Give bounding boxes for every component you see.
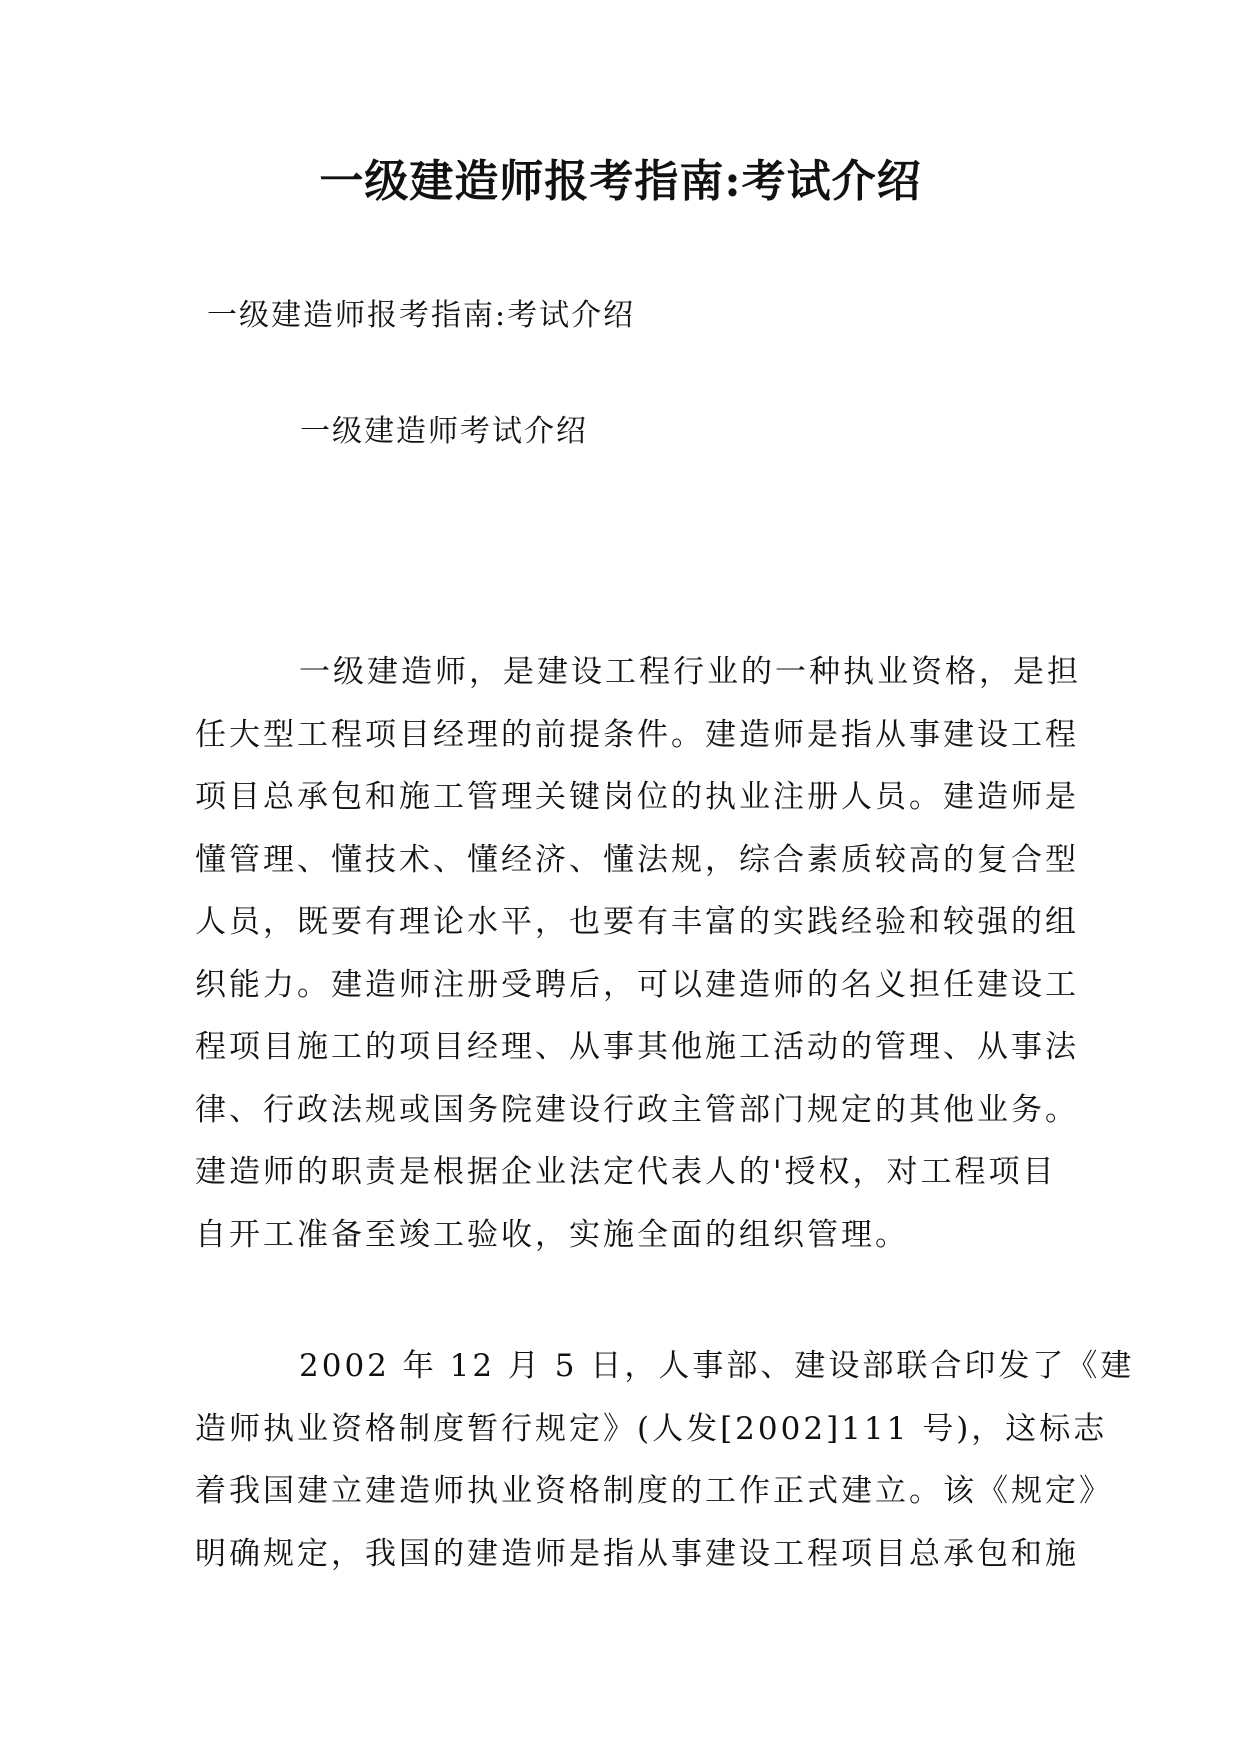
paragraph-line: 一级建造师，是建设工程行业的一种执业资格，是担 [299, 654, 1081, 690]
paragraph-line: 律、行政法规或国务院建设行政主管部门规定的其他业务。 [195, 1091, 1079, 1128]
paragraph-intro [195, 641, 1081, 1266]
paragraph-line: 织能力。建造师注册受聘后，可以建造师的名义担任建设工 [195, 966, 1079, 1003]
paragraph-line: 自开工准备至竣工验收，实施全面的组织管理。 [195, 1216, 909, 1253]
document-subtitle: 一级建造师报考指南:考试介绍 [207, 298, 636, 333]
paragraph-line: 明确规定，我国的建造师是指从事建设工程项目总承包和施 [195, 1535, 1079, 1572]
paragraph-line: 懂管理、懂技术、懂经济、懂法规，综合素质较高的复合型 [195, 841, 1079, 878]
section-heading: 一级建造师考试介绍 [300, 414, 588, 449]
paragraph-history [195, 1335, 1135, 1585]
paragraph-line: 任大型工程项目经理的前提条件。建造师是指从事建设工程 [195, 716, 1079, 753]
paragraph-line: 人员，既要有理论水平，也要有丰富的实践经验和较强的组 [195, 904, 1079, 940]
document-title: 一级建造师报考指南:考试介绍 [319, 156, 922, 207]
paragraph-line: 建造师的职责是根据企业法定代表人的'授权，对工程项目 [195, 1154, 1057, 1190]
paragraph-line: 着我国建立建造师执业资格制度的工作正式建立。该《规定》 [195, 1473, 1113, 1509]
paragraph-line: 程项目施工的项目经理、从事其他施工活动的管理、从事法 [195, 1029, 1079, 1065]
paragraph-line: 2002 年 12 月 5 日，人事部、建设部联合印发了《建 [299, 1348, 1135, 1384]
paragraph-line: 造师执业资格制度暂行规定》(人发[2002]111 号)，这标志 [195, 1410, 1108, 1447]
paragraph-line: 项目总承包和施工管理关键岗位的执业注册人员。建造师是 [195, 779, 1079, 815]
